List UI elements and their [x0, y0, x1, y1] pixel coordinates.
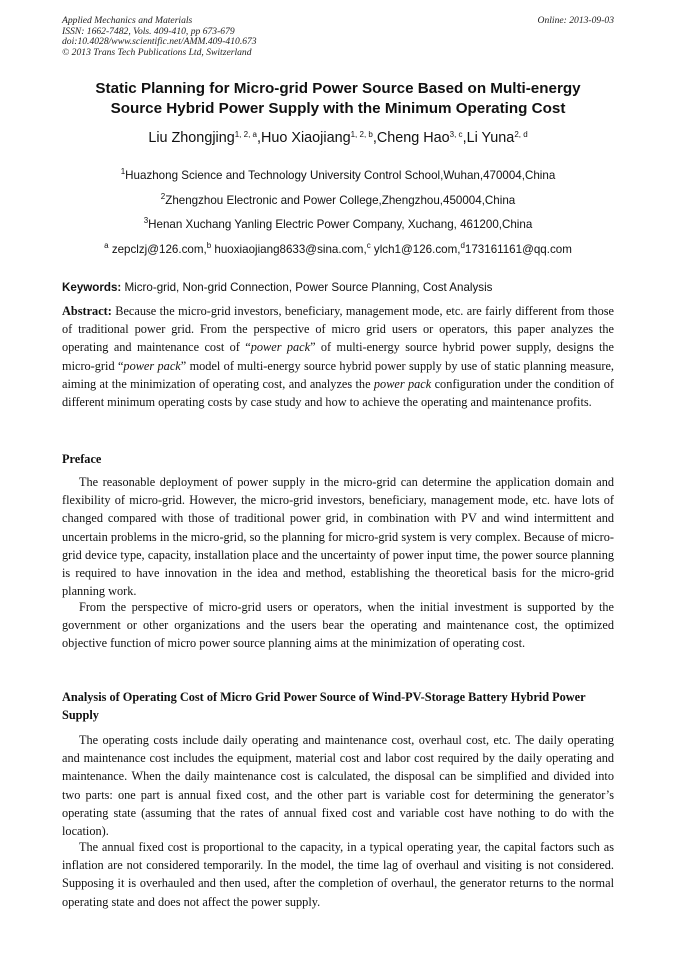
author-name: Liu Zhongjing	[148, 130, 235, 146]
affiliation-marker: 2	[160, 192, 166, 201]
issn-line: ISSN: 1662-7482, Vols. 409-410, pp 673-679	[62, 25, 235, 37]
email-address[interactable]: 173161161@qq.com	[464, 243, 572, 256]
abstract-text: ” of multi-energy source hybrid power supply, designs the micro-grid “	[62, 340, 615, 373]
email-marker: d	[460, 241, 465, 250]
abstract-text: ” model of multi-energy source hybrid power supply by use of static planning measure, aiming at the minimization of operating cost, and analyzes the	[62, 358, 614, 391]
analysis-paragraph-1: The operating costs include daily operating and maintenance cost, overhaul cost, etc. The daily operating and maintenance cost includes the equipment, material cost and labor cost required by the daily operating and maintenance. When the daily maintenance cost is calculated, the disposal can be simplified and divided into two parts: one part is annual fixed cost, and the other part is variable cost for determining the generator’s operating state (assuming that the rates of annual fixed cost and variable cost have nothing to do with the location).	[62, 733, 614, 839]
author-separator: ,	[372, 130, 377, 146]
author-separator: ,	[256, 130, 261, 146]
author-affiliation-marker: 2, d	[514, 130, 528, 139]
doi-line: doi:10.4028/www.scientific.net/AMM.409-410.673	[62, 36, 257, 48]
preface-paragraph-1: The reasonable deployment of power supply in the micro-grid can determine the application domain and flexibility of micro-grid. However, the micro-grid investors, beneficiary, management mode, etc. have lots of changed compared with those of traditional power grid, in combination with PV and wind intermittent and uncertain problems in the micro-grid, so the planning for micro-grid system is very complex. Because of micro-grid device type, capacity, installation place and the uncertainty of power input time, the power source planning is required to have innovation in the idea and method, establishing the theoretical basis for the micro-grid planning work.	[62, 475, 614, 599]
abstract-text: Because the micro-grid investors, beneficiary, management mode, etc. are fairly different from those of traditional power grid. From the perspective of micro grid users or operators, this paper analyzes the operating and maintenance cost of “	[62, 304, 614, 355]
analysis-paragraph-2: The annual fixed cost is proportional to the capacity, in a typical operating year, the capital factors such as inflation are not considered temporarily. In the model, the time lag of overhaul and visiting is not considered. Supposing it is overhauled and then used, after the completion of overhaul, the generator returns to the normal operating state and does not affect the power supply.	[62, 840, 614, 909]
abstract-text: configuration under the condition of different minimum operating costs by case study and how to achieve the operating and maintenance profits.	[62, 376, 614, 410]
journal-header	[62, 16, 614, 58]
affiliation-marker: 1	[120, 167, 126, 176]
email-address[interactable]: huoxiaojiang8633@sina.com,	[214, 243, 367, 256]
title-line-2: Source Hybrid Power Supply with the Minimum Operating Cost	[110, 100, 566, 117]
email-marker: a	[104, 241, 109, 250]
paper-title	[62, 79, 614, 119]
abstract-label: Abstract:	[62, 304, 112, 318]
email-address[interactable]: ylch1@126.com,	[373, 243, 461, 256]
section-heading-analysis: Analysis of Operating Cost of Micro Grid Power Source of Wind-PV-Storage Battery Hybrid Power Supply	[62, 690, 586, 722]
affiliation-text: Huazhong Science and Technology University Control School,Wuhan,470004,China	[125, 169, 556, 182]
abstract-emphasis: power pack	[250, 340, 311, 355]
preface-paragraph-2: From the perspective of micro-grid users or operators, when the initial investment is supported by the government or other organizations and the users bear the operating and maintenance cost, the optimized objective function of micro power source planning aims at the minimization of operating cost.	[62, 600, 614, 651]
online-date: Online: 2013-09-03	[537, 15, 614, 26]
author-affiliation-marker: 1, 2, a	[234, 130, 257, 139]
abstract-emphasis: power pack	[373, 376, 432, 391]
author-affiliation-marker: 1, 2, b	[350, 130, 373, 139]
journal-name: Applied Mechanics and Materials	[62, 15, 193, 26]
affiliation-text: Henan Xuchang Yanling Electric Power Company, Xuchang, 461200,China	[148, 218, 533, 231]
affiliation-text: Zhengzhou Electronic and Power College,Zhengzhou,450004,China	[165, 194, 516, 207]
email-line	[62, 241, 614, 256]
author-separator: ,	[462, 130, 467, 146]
email-marker: c	[366, 241, 371, 250]
affiliation-1	[62, 167, 614, 182]
copyright-line: © 2013 Trans Tech Publications Ltd, Switzerland	[62, 46, 252, 58]
title-line-1: Static Planning for Micro-grid Power Source Based on Multi-energy	[95, 80, 581, 97]
keywords	[62, 281, 614, 294]
author-affiliation-marker: 3, c	[449, 130, 463, 139]
author-name: Li Yuna	[466, 130, 515, 146]
keywords-text: Micro-grid, Non-grid Connection, Power Source Planning, Cost Analysis	[124, 281, 493, 294]
keywords-label: Keywords:	[62, 281, 122, 294]
affiliation-2	[62, 192, 614, 207]
email-address[interactable]: zepclzj@126.com,	[111, 243, 207, 256]
author-name: Cheng Hao	[376, 130, 450, 146]
abstract-emphasis: power pack	[123, 358, 181, 373]
email-marker: b	[206, 241, 212, 250]
author-list	[62, 130, 614, 146]
abstract	[62, 302, 614, 411]
section-heading-preface: Preface	[62, 452, 102, 466]
affiliation-marker: 3	[143, 216, 149, 225]
author-name: Huo Xiaojiang	[260, 130, 351, 146]
affiliation-3	[62, 216, 614, 231]
